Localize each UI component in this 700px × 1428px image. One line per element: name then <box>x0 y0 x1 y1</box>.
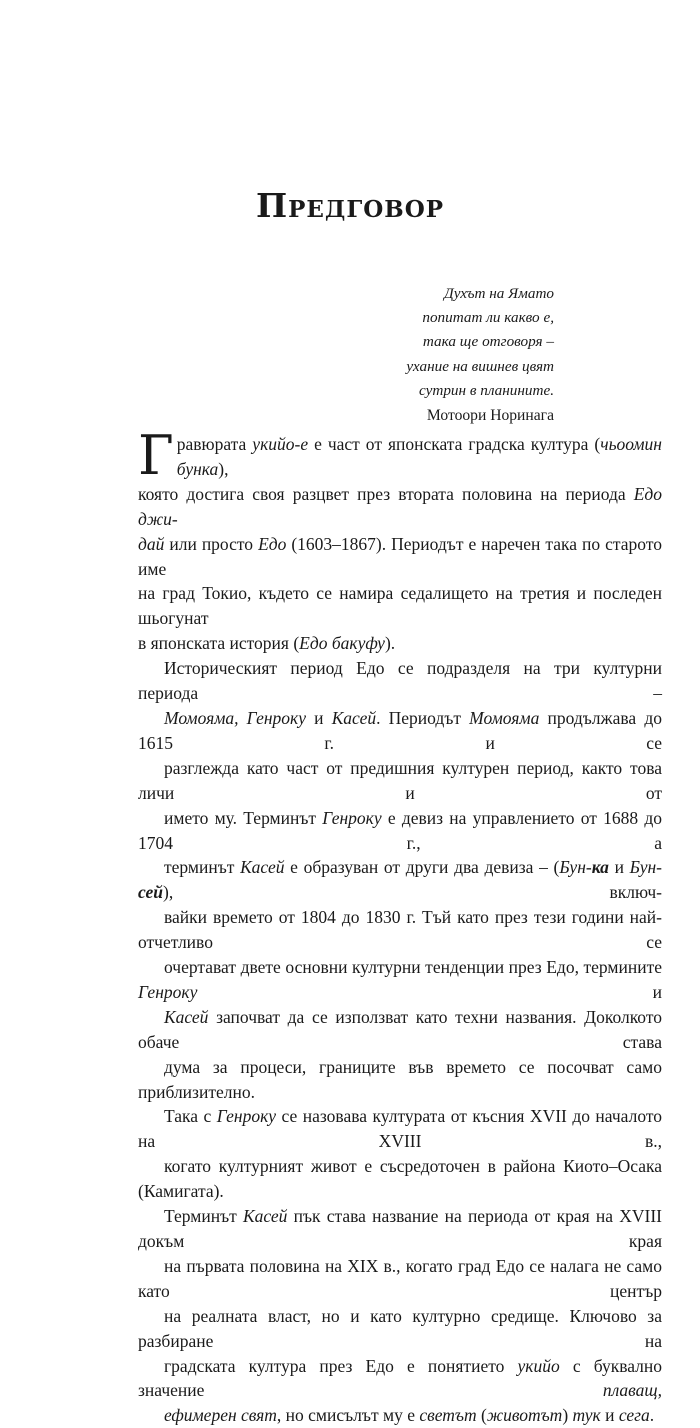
italic-term: Касей <box>331 707 377 728</box>
italic-term: Генроку <box>216 1106 277 1127</box>
text-run: на град Токио, където се намира седалището на третия и последен шьогунат <box>138 583 662 629</box>
italic-term: Момояма, Генроку <box>164 707 307 728</box>
italic-term: Едо <box>258 533 287 554</box>
epigraph-line: попитат ли какво е, <box>422 309 554 327</box>
text-run: Терминът <box>164 1206 243 1227</box>
epigraph-author: Мотоори Норинага <box>426 407 554 425</box>
text-run: ( <box>476 1405 487 1426</box>
text-run: равюрата <box>176 434 253 454</box>
text-line <box>138 1055 662 1105</box>
text-run: е част от японската градска култура ( <box>308 434 601 454</box>
text-run: . Периодът <box>376 707 470 728</box>
italic-term: Момояма <box>469 707 540 728</box>
text-run: ) <box>562 1405 573 1426</box>
text-line <box>138 631 662 656</box>
text-run: , но смисълът му е <box>276 1405 420 1426</box>
text-line <box>138 482 662 532</box>
italic-term: Касей <box>164 1006 209 1027</box>
text-run: когато културният живот е съсредоточен в района Киото–Осака (Камигата). <box>138 1156 662 1202</box>
text-line <box>138 1254 662 1304</box>
text-line <box>138 1204 662 1254</box>
italic-term: ефимерен свят <box>164 1405 277 1426</box>
italic-term: Едо джи- <box>138 483 662 529</box>
text-run: очертават двете основни културни тенденции през Едо, термините <box>164 957 662 978</box>
text-run: Така с <box>164 1106 217 1127</box>
text-run: ), включ- <box>163 882 662 903</box>
epigraph-line: Духът на Ямато <box>444 285 554 302</box>
italic-term: Едо бакуфу <box>299 633 385 654</box>
text-run: на реалната власт, но и като културно средище. Ключово за разбиране на <box>138 1305 662 1351</box>
italic-term: Бун- <box>629 857 662 878</box>
text-run: ). <box>384 633 396 654</box>
italic-term: чьоомин бунка <box>176 434 662 479</box>
bold-italic-syllable: сей <box>138 882 164 903</box>
text-run: продължава до 1615 г. и се <box>138 707 662 753</box>
text-line <box>138 855 662 905</box>
text-run: на първата половина на XIX в., когато град Едо се налага не само като център <box>138 1255 662 1301</box>
text-run: градската култура през Едо е понятието <box>164 1355 518 1376</box>
text-run: започват да се използват като техни названия. Доколкото обаче става <box>138 1006 662 1052</box>
text-line <box>138 806 662 856</box>
text-run: и <box>600 1405 619 1426</box>
italic-term: сега <box>618 1405 650 1426</box>
text-line <box>138 1354 662 1404</box>
italic-term: Генроку <box>322 807 382 828</box>
text-run: или просто <box>164 533 259 554</box>
text-run: се назовава културата от късния XVII до началото на XVIII в., <box>138 1106 663 1152</box>
text-run: и <box>306 707 332 728</box>
italic-term: плаващ, <box>602 1380 662 1401</box>
text-line <box>138 581 662 631</box>
italic-term: укийо-е <box>252 434 309 454</box>
italic-term: светът <box>419 1405 477 1426</box>
text-run: и <box>197 981 662 1002</box>
text-run: дума за процеси, границите във времето се посочват само приблизително. <box>138 1056 662 1102</box>
text-run: и <box>608 857 630 878</box>
paragraph-2 <box>138 656 662 1428</box>
text-line <box>138 1154 662 1204</box>
drop-cap: Г <box>138 424 174 487</box>
paragraph-1 <box>138 424 662 656</box>
epigraph-line: ухание на вишнев цвят <box>406 357 554 375</box>
epigraph-line: сутрин в планините. <box>418 381 554 399</box>
italic-term: Касей <box>242 1206 288 1227</box>
text-run: Историческият период Едо се подразделя на три културни периода – <box>138 658 662 704</box>
text-line <box>138 656 662 706</box>
italic-term: животът <box>486 1405 563 1426</box>
text-run: вайки времето от 1804 до 1830 г. Тъй като през тези години най-отчетливо се <box>138 907 662 953</box>
text-line <box>138 1104 662 1154</box>
italic-term: тук <box>572 1405 601 1426</box>
italic-term: Генроку <box>138 981 198 1002</box>
epigraph-line: така ще отговоря – <box>422 333 554 351</box>
text-line <box>138 706 662 756</box>
text-line <box>138 756 662 806</box>
text-line <box>138 1403 662 1428</box>
epigraph <box>406 282 554 428</box>
text-run: пък става название на периода от края на XVIII докъм края <box>138 1206 662 1251</box>
text-line <box>138 1005 662 1055</box>
text-run: е образуван от други два девиза – ( <box>284 857 560 878</box>
text-line <box>138 424 662 487</box>
italic-term: Бун- <box>559 857 592 878</box>
italic-term: укийо <box>517 1355 560 1376</box>
text-run: . <box>649 1405 655 1426</box>
text-line <box>138 532 662 582</box>
bold-italic-syllable: ка <box>591 857 609 878</box>
text-run: терминът <box>164 857 241 878</box>
text-line <box>138 955 662 1005</box>
text-run: която достига своя разцвет през втората половина на периода <box>138 483 634 504</box>
text-run: е девиз на управлението от 1688 до 1704 г., а <box>138 807 663 853</box>
text-run: в японската история ( <box>138 633 300 654</box>
text-line <box>138 905 662 955</box>
italic-term: дай <box>138 533 165 554</box>
text-run: името му. Терминът <box>164 807 323 828</box>
text-run: (1603–1867). Периодът е наречен така по старото име <box>138 533 662 579</box>
text-line <box>138 1304 662 1354</box>
text-run: разглежда като част от предишния културен период, както това личи и от <box>138 757 662 803</box>
text-run: ), <box>218 458 229 479</box>
body-text <box>138 424 663 1428</box>
text-run: с буквално значение <box>138 1355 663 1401</box>
page-title: Предговор <box>255 186 445 225</box>
italic-term: Касей <box>240 857 285 878</box>
